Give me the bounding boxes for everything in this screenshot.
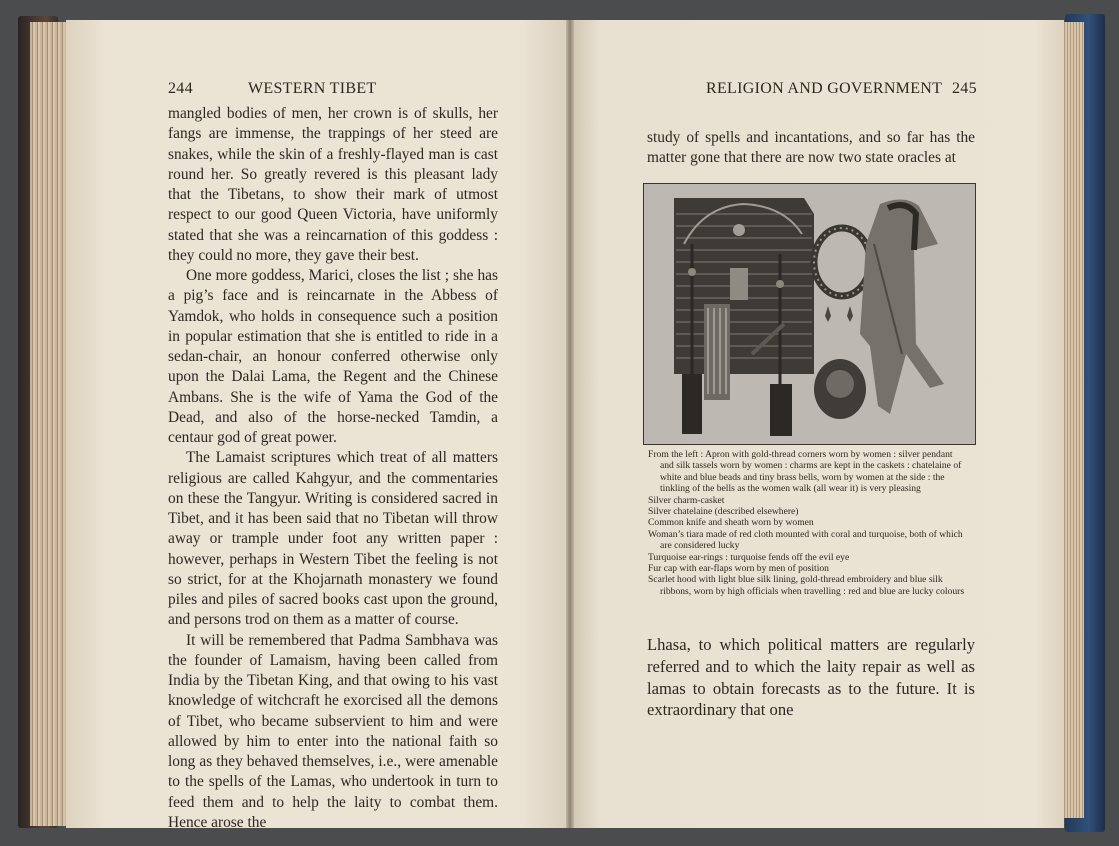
caption-line-2: Silver charm-casket <box>648 494 725 506</box>
plate-caption <box>648 449 968 597</box>
left-paragraph-4: It will be remembered that Padma Sambhava was the founder of Lamaism, having been called from India by the Tibetan King, and that owing to his vast knowledge of witchcraft he exorcised all the demons of Tibet, who became subservient to him and were allowed by him to enter into the national faith so long as they behaved themselves, i.e., were amenable to the spells of the Lamas, who undertook in turn to feed them and to help the laity to combat them. Hence arose the <box>168 631 498 831</box>
right-running-head: RELIGION AND GOVERNMENT <box>706 80 943 97</box>
photo-illustration <box>644 184 976 445</box>
caption-line-4: Common knife and sheath worn by women <box>648 517 814 529</box>
caption-line-3: Silver chatelaine (described elsewhere) <box>648 506 799 518</box>
caption-line-8: Scarlet hood with light blue silk lining, gold-thread embroidery and blue silk ribbons, worn by high officials when travelling : red and blue are lucky colours <box>648 574 965 597</box>
right-page-number: 245 <box>952 80 977 97</box>
caption-line-5: Woman’s tiara made of red cloth mounted with coral and turquoise, both of which are considered lucky <box>648 528 963 552</box>
right-top-paragraph: study of spells and incantations, and so far has the matter gone that there are now two state oracles at <box>647 129 975 167</box>
right-top-text <box>647 128 975 169</box>
left-body <box>168 104 498 833</box>
caption-line-1: From the left : Apron with gold-thread corners worn by women : silver pendant and silk tassels worn by women : charms are kept in the caskets : chatelaine of white and blue beads and tiny brass bells, worn by women at the side : the tinkling of the bells as the women walk (all wear it) is very pleasing <box>648 449 962 495</box>
right-bottom-text <box>647 634 975 721</box>
page-edges-left <box>30 22 70 826</box>
right-bottom-paragraph: Lhasa, to which political matters are regularly referred and to which the laity repair as well as lamas to obtain forecasts as to the future. It is extraordinary that one <box>647 635 975 720</box>
caption-line-7: Fur cap with ear-flaps worn by men of position <box>648 563 829 575</box>
left-paragraph-2: One more goddess, Marici, closes the list ; she has a pig’s face and is reincarnate in the Abbess of Yamdok, who holds in consequence such a position in popular estimation that she is entitled to ride in a sedan-chair, an honour conferred otherwise only upon the Dalai Lama, the Regent and the Chinese Ambans. She is the wife of Yama the God of the Dead, and also of the horse-necked Tamdin, a centaur god of great power. <box>168 267 498 446</box>
photo-plate <box>643 183 976 445</box>
chatelaine <box>704 304 730 400</box>
page-edges-right <box>1062 22 1084 818</box>
left-running-head: WESTERN TIBET <box>248 80 377 97</box>
left-page-number: 244 <box>168 80 193 97</box>
left-paragraph-1: mangled bodies of men, her crown is of skulls, her fangs are immense, the trappings of her steed are snakes, while the skin of a freshly-flayed man is cast round her. So greatly revered is this pleasant lady that the Tibetans, to show their mark of utmost respect to our good Queen Victoria, have uniformly stated that she was a reincarnation of this goddess : they could no more, they gave their best. <box>168 105 498 264</box>
caption-line-6: Turquoise ear-rings : turquoise fends off the evil eye <box>648 551 850 563</box>
left-paragraph-3: The Lamaist scriptures which treat of all matters religious are called Kahgyur, and the commentaries on these the Tangyur. Writing is considered sacred in Tibet, and it has been said that no Tibetan will throw away or trample under foot any written paper : however, perhaps in Western Tibet the feeling is not so strict, for at the Khojarnath monastery we found piles and piles of sacred books cast upon the ground, and persons trod on them as a matter of course. <box>168 449 498 629</box>
book-gutter <box>566 20 574 828</box>
fur-cap <box>814 359 866 419</box>
